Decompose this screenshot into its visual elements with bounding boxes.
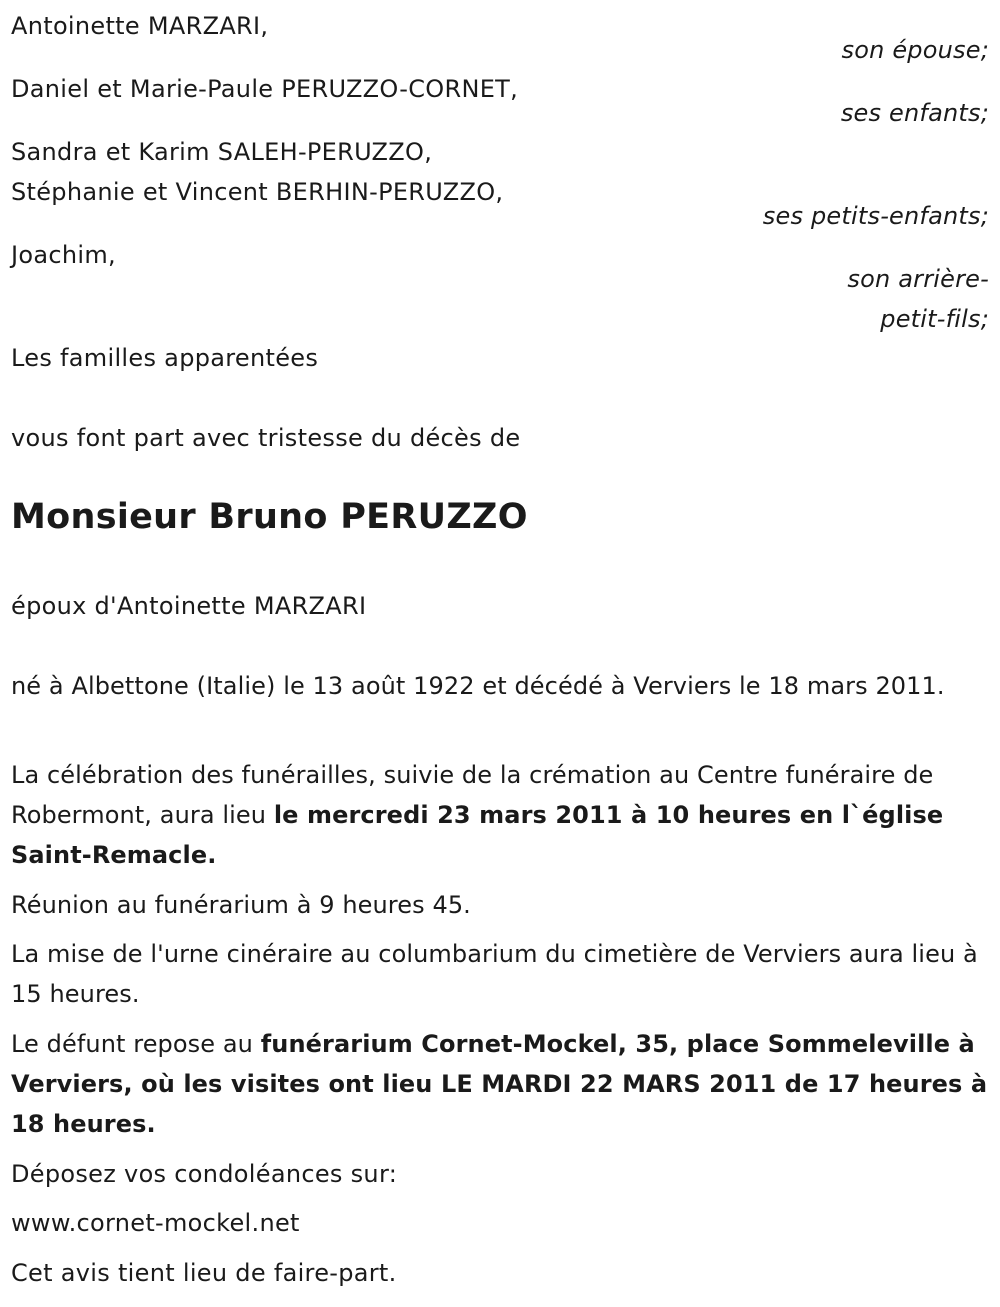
- rest-location: funérarium Cornet-Mockel, 35, place Sommeleville à Verviers, où les visites ont lieu LE MARDI 22 MARS 2011 de 17 heures à 18 heures.: [11, 1030, 988, 1138]
- grandchild-name-1: Sandra et Karim SALEH-PERUZZO,: [11, 138, 433, 166]
- deceased-name-heading: Monsieur Bruno PERUZZO: [11, 497, 528, 537]
- ceremony-intro: La célébration des funérailles, suivie de la crémation au Centre funéraire de Robermont, aura lieu: [11, 761, 934, 829]
- rest-paragraph: [11, 1024, 996, 1144]
- grandchildren-role: ses petits-enfants;: [762, 202, 989, 230]
- urn-paragraph: La mise de l'urne cinéraire au columbarium du cimetière de Verviers aura lieu à 15 heures.: [11, 940, 978, 1008]
- spouse-role: son épouse;: [841, 36, 989, 64]
- spouse-name: Antoinette MARZARI,: [11, 12, 269, 40]
- announcement-line: vous font part avec tristesse du décès de: [11, 424, 521, 452]
- meeting-paragraph: Réunion au funérarium à 9 heures 45.: [11, 891, 471, 919]
- great-grandchild-name: Joachim,: [11, 241, 116, 269]
- condolences-label: Déposez vos condoléances sur:: [11, 1160, 398, 1188]
- great-grandchild-role-line-2: petit-fils;: [880, 305, 989, 333]
- spouse-of-line: époux d'Antoinette MARZARI: [11, 592, 367, 620]
- great-grandchild-role-line-1: son arrière-: [847, 265, 989, 293]
- ceremony-paragraph: [11, 755, 996, 875]
- birth-death-paragraph: né à Albettone (Italie) le 13 août 1922 et décédé à Verviers le 18 mars 2011.: [11, 672, 945, 700]
- rest-intro: Le défunt repose au: [11, 1030, 261, 1058]
- children-name: Daniel et Marie-Paule PERUZZO-CORNET,: [11, 75, 519, 103]
- website-link[interactable]: www.cornet-mockel.net: [11, 1209, 300, 1237]
- relatives-line: Les familles apparentées: [11, 344, 319, 372]
- children-role: ses enfants;: [840, 99, 989, 127]
- closing-line: Cet avis tient lieu de faire-part.: [11, 1259, 397, 1287]
- grandchild-name-2: Stéphanie et Vincent BERHIN-PERUZZO,: [11, 178, 504, 206]
- ceremony-date-place: le mercredi 23 mars 2011 à 10 heures en l`église Saint-Remacle.: [11, 801, 944, 869]
